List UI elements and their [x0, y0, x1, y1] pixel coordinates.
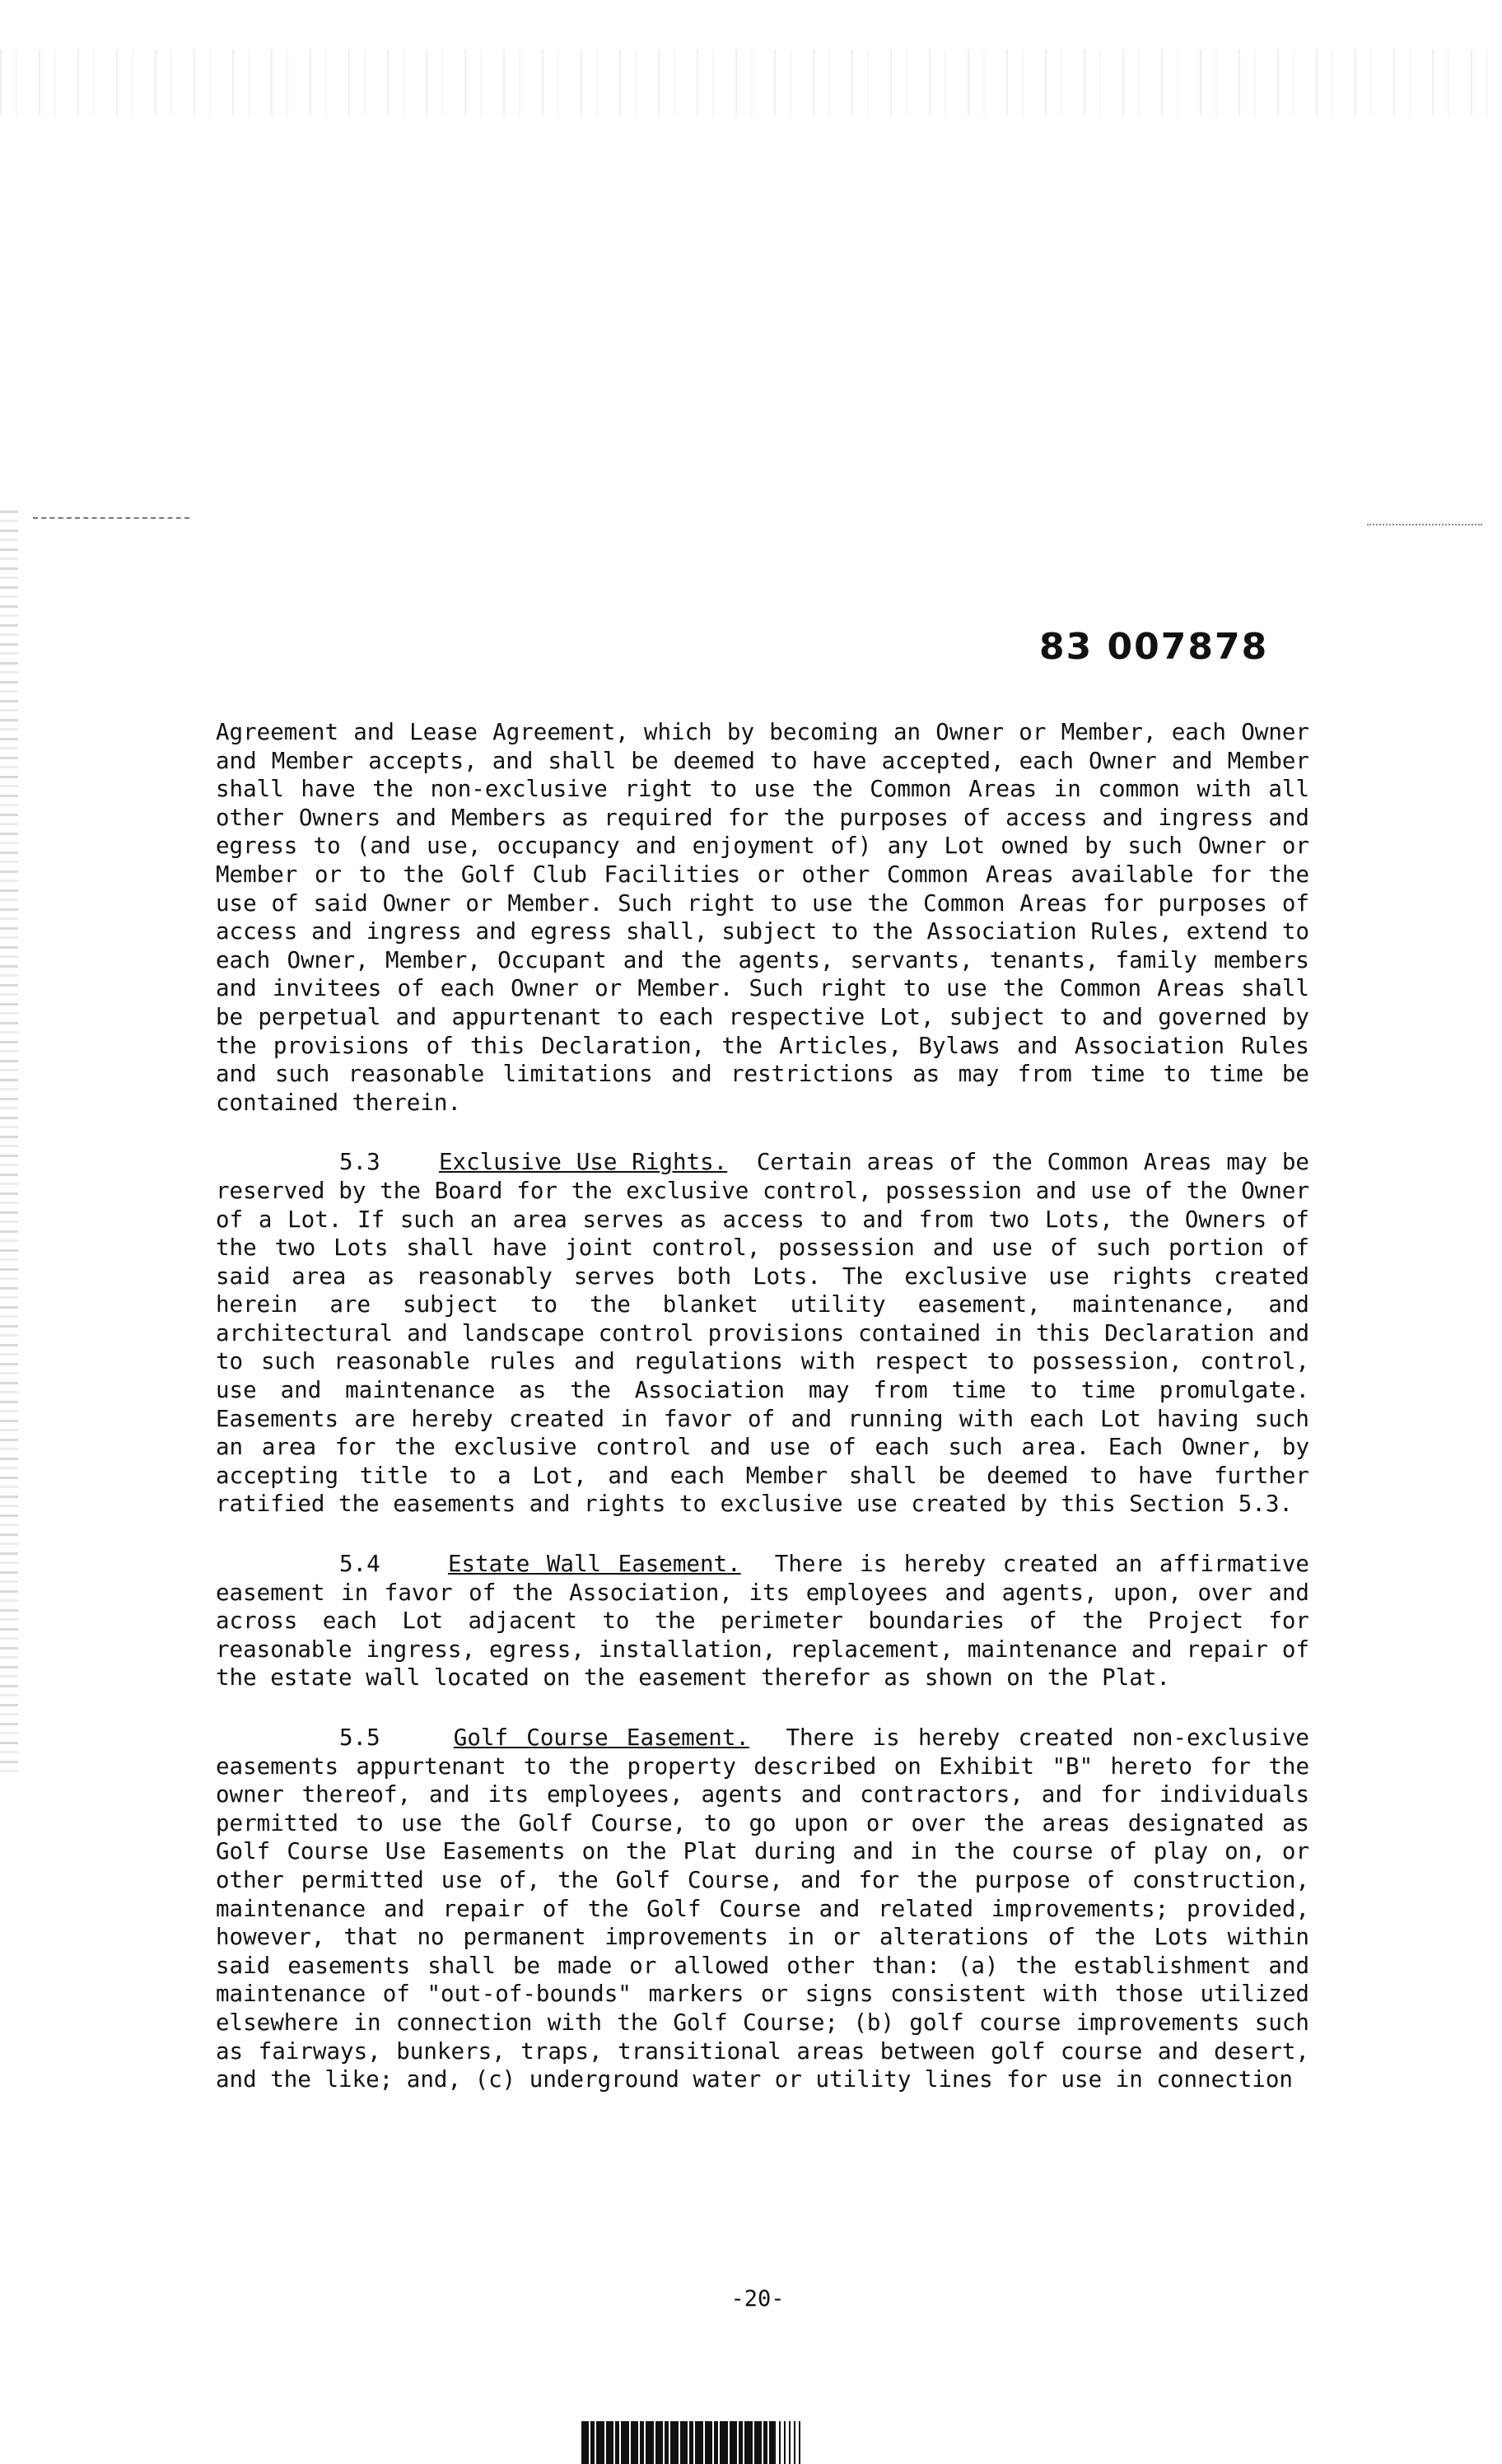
section-heading: Golf Course Easement.: [453, 1724, 749, 1751]
barcode-tail: [774, 2421, 804, 2464]
section-number: 5.3: [339, 1149, 380, 1176]
barcode: [581, 2421, 804, 2464]
section-number: 5.4: [339, 1551, 380, 1578]
dotted-rule-right: [1367, 524, 1482, 525]
paragraph-text: Certain areas of the Common Areas may be reserved by the Board for the exclusive control, possession and use of the Owner of a Lot. If such an area serves as access to and from two Lots, the Owners of the two Lots shall have joint control, possession and use of such portion of said area as reasonably serves both Lots. The exclusive use rights created herein are subject to the blanket utility easement, maintenance, and architectural and landscape control provisions contained in this Declaration and to such reasonable rules and regulations with respect to possession, control, use and maintenance as the Association may from time to time promulgate. Easements are hereby created in favor of and running with each Lot having such an area for the exclusive control and use of each such area. Each Owner, by accepting title to a Lot, and each Member shall be deemed to have further ratified the easements and rights to exclusive use created by this Section 5.3.: [216, 1149, 1309, 1518]
section-number: 5.5: [339, 1724, 380, 1751]
document-body: [216, 718, 1309, 2126]
paragraph-text: There is hereby created non-exclusive easements appurtenant to the property described on Exhibit "B" hereto for the owner thereof, and its employees, agents and contractors, and for individuals permitted to use the Golf Course, to go upon or over the areas designated as Golf Course Use Easements on the Plat during and in the course of play on, or other permitted use of, the Golf Course, and for the purpose of construction, maintenance and repair of the Golf Course and related improvements; provided, however, that no permanent improvements in or alterations of the Lots within said easements shall be made or allowed other than: (a) the establishment and maintenance of "out-of-bounds" markers or signs consistent with those utilized elsewhere in connection with the Golf Course; (b) golf course improvements such as fairways, bunkers, traps, transitional areas between golf course and desert, and the like; and, (c) underground water or utility lines for use in connection: [216, 1724, 1309, 2093]
section-5-5: [216, 1724, 1309, 2094]
scan-noise-top: [0, 49, 1502, 115]
section-5-4: [216, 1550, 1309, 1692]
scan-edge-left: [0, 511, 18, 1779]
page-number: -20-: [730, 2286, 785, 2312]
section-heading: Exclusive Use Rights.: [438, 1149, 728, 1176]
recording-number: 83 007878: [1039, 626, 1269, 668]
paragraph-text: There is hereby created an affirmative easement in favor of the Association, its employees and agents, upon, over and across each Lot adjacent to the perimeter boundaries of the Project for reasonable ingress, egress, installation, replacement, maintenance and repair of the estate wall located on the easement therefor as shown on the Plat.: [216, 1551, 1309, 1692]
section-heading: Estate Wall Easement.: [447, 1551, 741, 1578]
paragraph-continuation: [216, 718, 1309, 1117]
section-5-3: [216, 1148, 1309, 1519]
dashed-rule-left: [33, 517, 189, 519]
paragraph-text: Agreement and Lease Agreement, which by becoming an Owner or Member, each Owner and Member accepts, and shall be deemed to have accepted, each Owner and Member shall have the non-exclusive right to use the Common Areas in common with all other Owners and Members as required for the purposes of access and ingress and egress to (and use, occupancy and enjoyment of) any Lot owned by such Owner or Member or to the Golf Club Facilities or other Common Areas available for the use of said Owner or Member. Such right to use the Common Areas for purposes of access and ingress and egress shall, subject to the Association Rules, extend to each Owner, Member, Occupant and the agents, servants, tenants, family members and invitees of each Owner or Member. Such right to use the Common Areas shall be perpetual and appurtenant to each respective Lot, subject to and governed by the provisions of this Declaration, the Articles, Bylaws and Association Rules and such reasonable limitations and restrictions as may from time to time be contained therein.: [216, 719, 1309, 1116]
